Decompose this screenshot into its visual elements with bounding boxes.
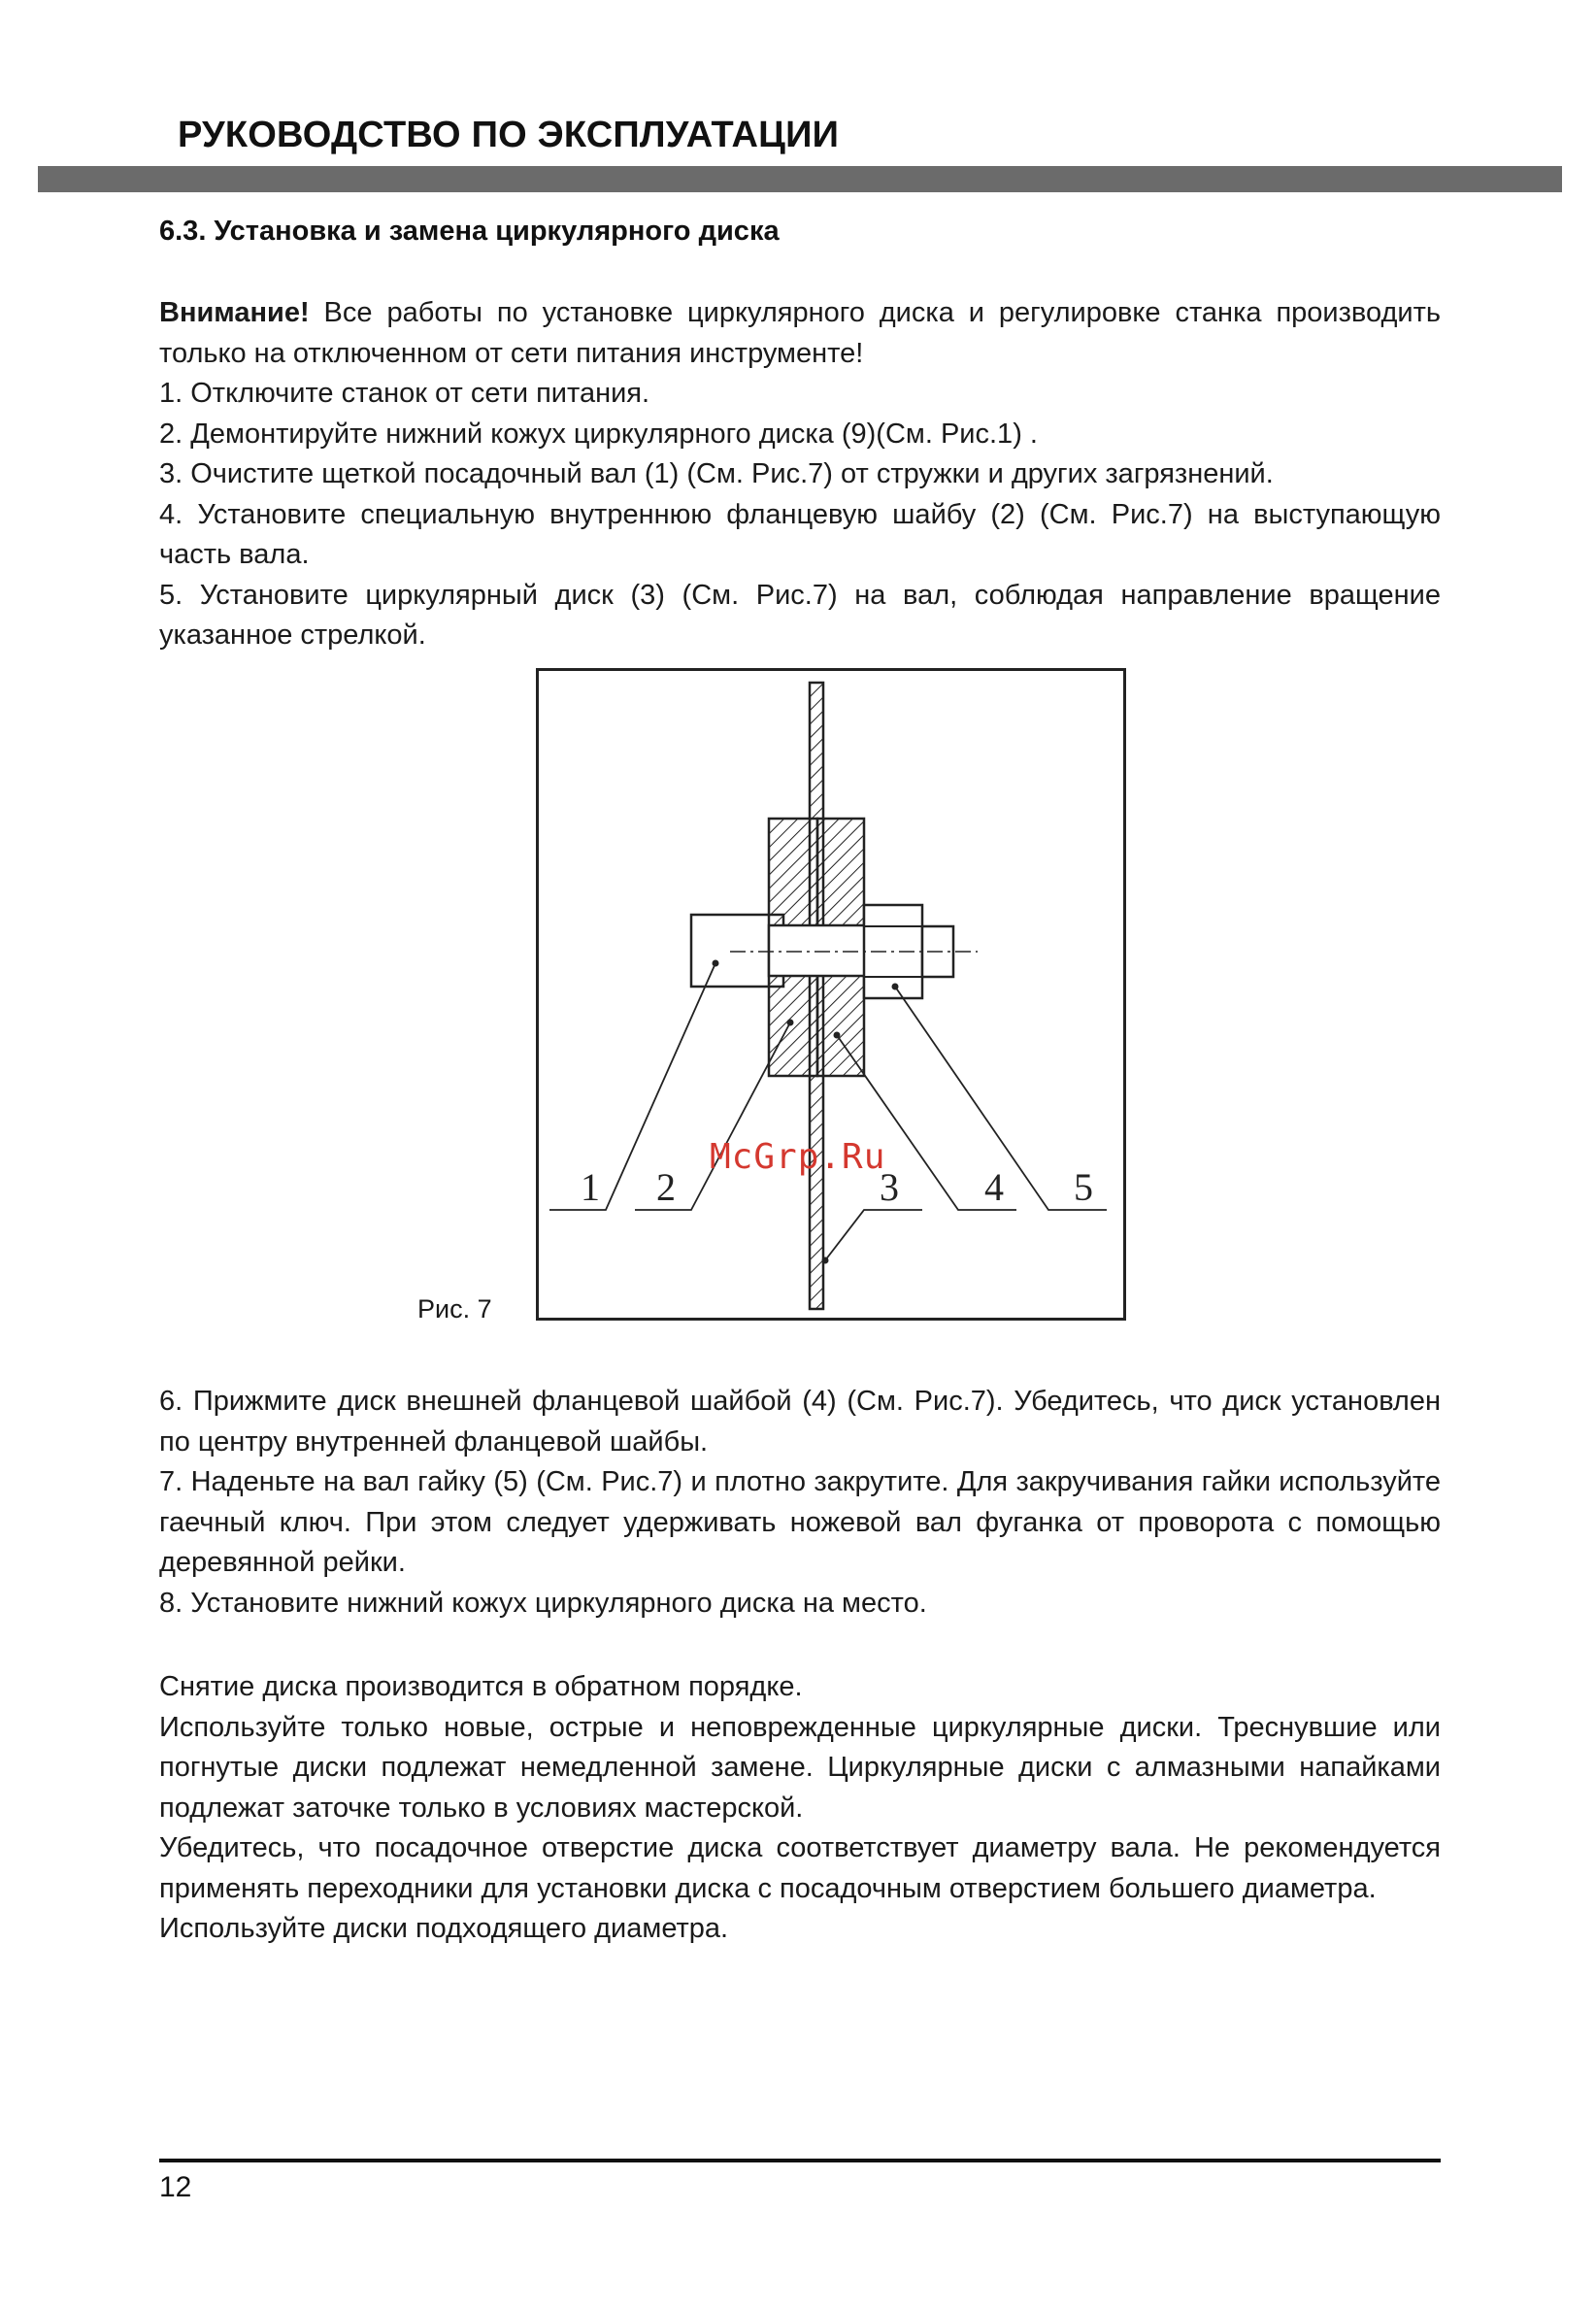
note-1: Снятие диска производится в обратном порядке. <box>159 1671 803 1702</box>
label-4: 4 <box>984 1165 1004 1209</box>
step-3: 3. Очистите щеткой посадочный вал (1) (См. Рис.7) от стружки и других загрязнений. <box>159 458 1274 489</box>
step-5: 5. Установите циркулярный диск (3) (См. Рис.7) на вал, соблюдая направление вращение указанное стрелкой. <box>159 579 1441 651</box>
label-2: 2 <box>656 1165 676 1209</box>
footer-rule <box>159 2159 1441 2162</box>
step-8: 8. Установите нижний кожух циркулярного диска на место. <box>159 1587 927 1619</box>
notes-block <box>159 1667 1441 1950</box>
figure-caption: Рис. 7 <box>417 1294 492 1324</box>
header-bar <box>38 166 1562 192</box>
note-2: Используйте только новые, острые и неповрежденные циркулярные диски. Треснувшие или погнутые диски подлежат немедленной замене. Циркулярные диски с алмазными напайками подлежат заточке только в условиях мастерской. <box>159 1711 1441 1824</box>
label-5: 5 <box>1074 1165 1093 1209</box>
step-2: 2. Демонтируйте нижний кожух циркулярного диска (9)(См. Рис.1) . <box>159 418 1038 450</box>
step-4: 4. Установите специальную внутреннюю фланцевую шайбу (2) (См. Рис.7) на выступающую часть вала. <box>159 498 1441 570</box>
warning-paragraph <box>159 293 1441 374</box>
saw-disc-3 <box>810 683 823 1309</box>
warning-label: Внимание! <box>159 297 310 328</box>
disc-mount-drawing <box>536 668 1126 1321</box>
step-7: 7. Наденьте на вал гайку (5) (См. Рис.7) и плотно закрутите. Для закручивания гайки используйте гаечный ключ. При этом следует удерживать ножевой вал фуганка от проворота с помощью деревянной рейки. <box>159 1466 1441 1578</box>
instructions-block-2 <box>159 1382 1441 1624</box>
warning-text: Все работы по установке циркулярного диска и регулировке станка производить только на отключенном от сети питания инструменте! <box>159 297 1441 369</box>
instructions-block-1 <box>159 293 1441 656</box>
label-1: 1 <box>581 1165 600 1209</box>
note-3: Убедитесь, что посадочное отверстие диска соответствует диаметру вала. Не рекомендуется применять переходники для установки диска с посадочным отверстием большего диаметра. <box>159 1832 1441 1904</box>
step-1: 1. Отключите станок от сети питания. <box>159 378 650 409</box>
section-title: 6.3. Установка и замена циркулярного диска <box>159 216 780 247</box>
watermark-text: McGrp.Ru <box>710 1137 886 1177</box>
page-number: 12 <box>159 2171 192 2203</box>
label-3: 3 <box>880 1165 899 1209</box>
note-4: Используйте диски подходящего диаметра. <box>159 1913 729 1944</box>
manual-header-title: РУКОВОДСТВО ПО ЭКСПЛУАТАЦИИ <box>178 115 840 155</box>
step-6: 6. Прижмите диск внешней фланцевой шайбой (4) (См. Рис.7). Убедитесь, что диск установлен по центру внутренней фланцевой шайбы. <box>159 1386 1441 1458</box>
figure-7-diagram <box>536 668 1126 1321</box>
